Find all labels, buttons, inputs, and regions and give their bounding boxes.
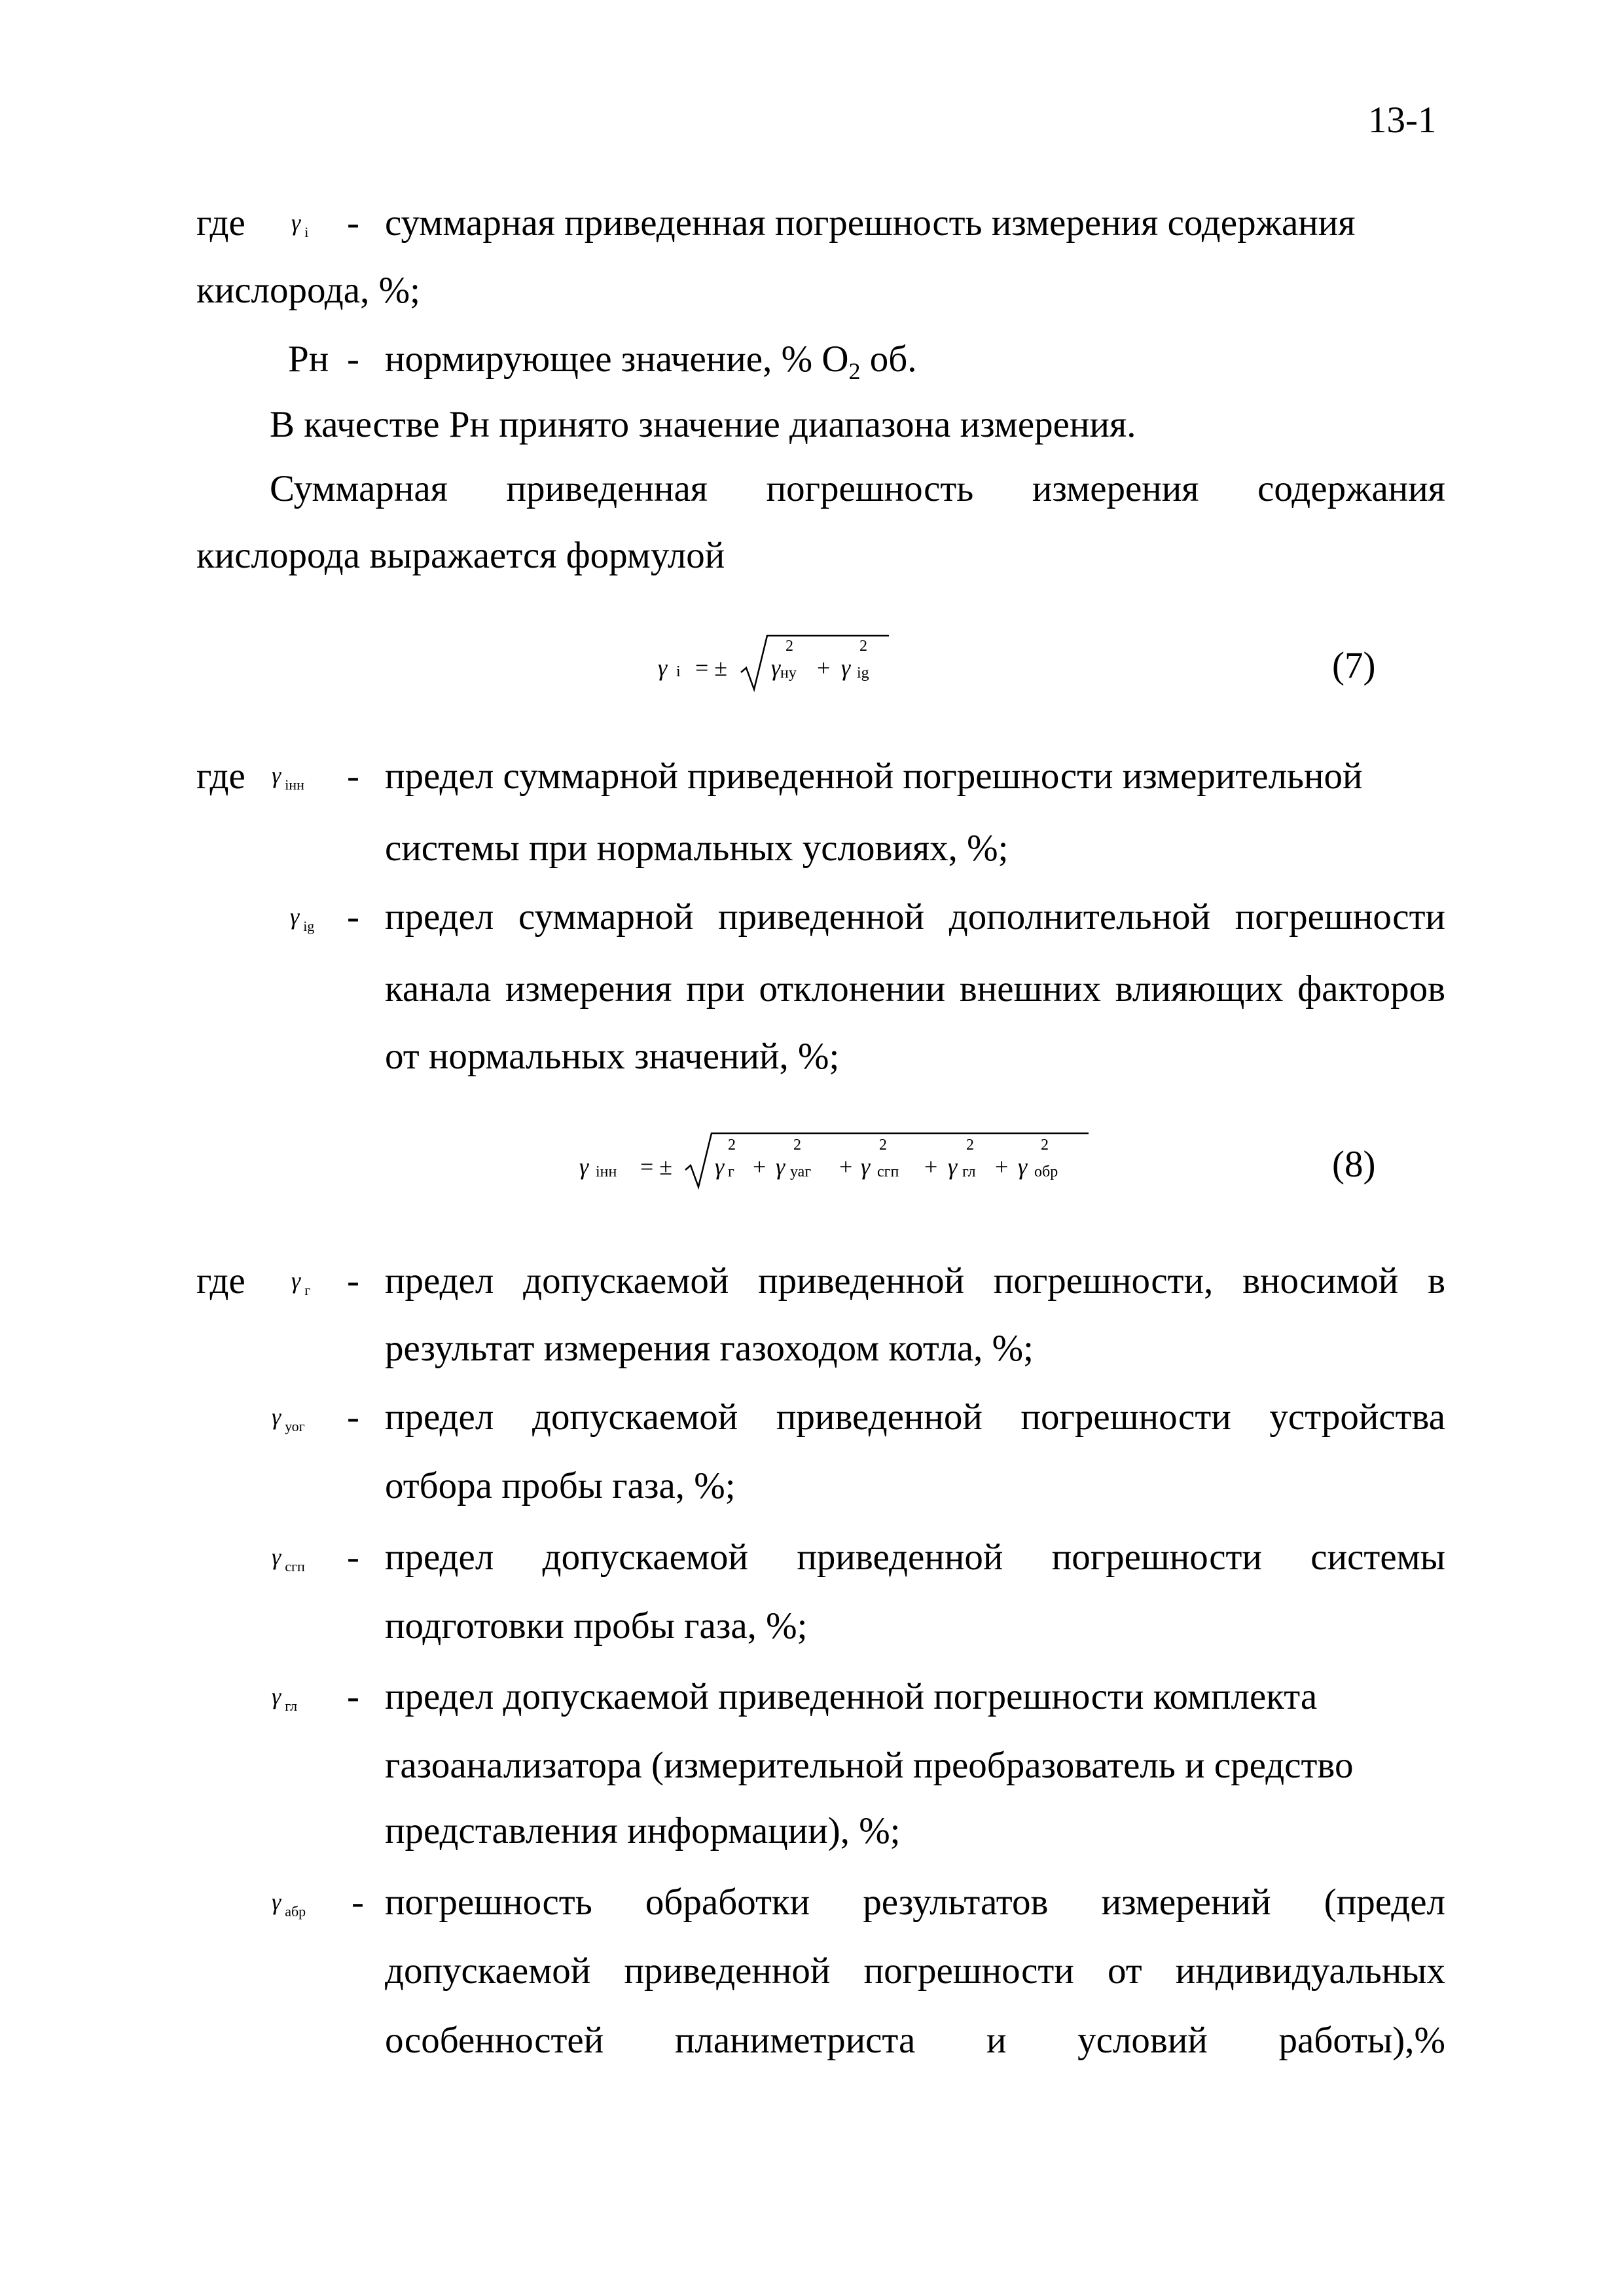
- formula-number-8: (8): [1332, 1144, 1376, 1185]
- gamma-symbol: γ: [272, 1404, 281, 1430]
- definition-text-cont: отбора пробы газа, %;: [385, 1465, 736, 1506]
- definition-text-cont: системы при нормальных условиях, %;: [385, 828, 1009, 869]
- definition-text-cont: кислорода, %;: [196, 270, 420, 311]
- gamma-subscript: ig: [303, 918, 315, 934]
- definition-dash: -: [352, 1882, 364, 1923]
- formula-superscript: 2: [728, 1137, 736, 1154]
- definition-dash: -: [347, 1396, 359, 1438]
- formula-superscript: 2: [793, 1137, 801, 1154]
- formula-superscript: 2: [859, 638, 867, 655]
- definition-text-cont: от нормальных значений, %;: [385, 1036, 840, 1077]
- formula-subscript: i: [676, 663, 681, 680]
- formula-equals: = ±: [640, 1154, 673, 1180]
- gamma-symbol: γ: [715, 1154, 725, 1180]
- gamma-g-symbol: [291, 1267, 311, 1298]
- formula-plus: +: [839, 1154, 853, 1180]
- definition-text: предел суммарной приведенной дополнительной погрешности: [385, 896, 1445, 938]
- paragraph-formula-intro-cont: кислорода выражается формулой: [196, 535, 725, 576]
- definition-text-cont: результат измерения газоходом котла, %;: [385, 1328, 1034, 1369]
- gamma-symbol: γ: [272, 1889, 281, 1915]
- gamma-symbol: γ: [272, 762, 281, 788]
- where-label: где: [196, 756, 245, 797]
- gamma-symbol: γ: [861, 1154, 871, 1180]
- formula-subscript: г: [728, 1163, 734, 1180]
- gamma-subscript: гл: [285, 1698, 298, 1714]
- gamma-symbol: γ: [291, 210, 301, 236]
- gamma-symbol: γ: [771, 655, 781, 681]
- formula-subscript: iнн: [596, 1163, 617, 1180]
- definition-text: предел допускаемой приведенной погрешности системы: [385, 1537, 1445, 1578]
- gamma-symbol: γ: [272, 1544, 281, 1570]
- gamma-subscript: абр: [285, 1903, 306, 1920]
- gamma-subscript: iнн: [285, 776, 304, 793]
- formula-plus: +: [924, 1154, 938, 1180]
- gamma-symbol: γ: [658, 655, 668, 681]
- sqrt-sign-icon: [684, 1129, 1090, 1192]
- gamma-subscript: г: [304, 1282, 311, 1298]
- formula-subscript: ну: [780, 665, 797, 682]
- formula-superscript: 2: [879, 1137, 887, 1154]
- formula-superscript: 2: [1041, 1137, 1049, 1154]
- definition-dash: -: [347, 896, 359, 938]
- formula-superscript: 2: [785, 638, 793, 655]
- page-number: 13-1: [1368, 100, 1437, 141]
- formula-subscript: ig: [857, 665, 869, 682]
- definition-text: предел суммарной приведенной погрешности измерительной: [385, 756, 1363, 797]
- definition-text: суммарная приведенная погрешность измерения содержания: [385, 202, 1356, 244]
- gamma-symbol: γ: [1018, 1154, 1028, 1180]
- paragraph-formula-intro: Суммарная приведенная погрешность измерения содержания: [270, 468, 1445, 509]
- definition-text: предел допускаемой приведенной погрешности устройства: [385, 1396, 1445, 1438]
- gamma-symbol: γ: [841, 655, 851, 681]
- formula-plus: +: [995, 1154, 1009, 1180]
- formula-plus: +: [753, 1154, 767, 1180]
- gamma-subscript: уог: [285, 1418, 305, 1434]
- where-label: где: [196, 202, 245, 244]
- where-label: где: [196, 1260, 245, 1302]
- definition-text-cont: подготовки пробы газа, %;: [385, 1605, 808, 1647]
- formula-subscript: гл: [962, 1163, 976, 1180]
- definition-dash: -: [347, 1537, 359, 1578]
- definition-text-cont: представления информации), %;: [385, 1810, 901, 1851]
- formula-subscript: обр: [1034, 1163, 1058, 1180]
- definition-text-cont: особенностей планиметриста и условий работы),%: [385, 2020, 1445, 2061]
- formula-subscript: сгп: [877, 1163, 899, 1180]
- gamma-subscript: сгп: [285, 1558, 305, 1575]
- definition-text: предел допускаемой приведенной погрешности, вносимой в: [385, 1260, 1445, 1302]
- pn-symbol: Pн: [288, 338, 329, 380]
- definition-dash: -: [347, 756, 359, 797]
- gamma-symbol: γ: [290, 903, 300, 930]
- gamma-symbol: γ: [948, 1154, 958, 1180]
- gamma-abr-symbol: [272, 1889, 306, 1920]
- formula-superscript: 2: [966, 1137, 974, 1154]
- definition-dash: -: [347, 338, 359, 380]
- definition-text-cont: допускаемой приведенной погрешности от индивидуальных: [385, 1950, 1445, 1992]
- definition-dash: -: [347, 1260, 359, 1302]
- pn-definition-text: нормирующее значение, % O: [385, 338, 849, 380]
- o2-subscript: 2: [848, 358, 861, 384]
- formula-equals: = ±: [695, 655, 728, 681]
- definition-text-cont: канала измерения при отклонении внешних влияющих факторов: [385, 968, 1445, 1010]
- pn-definition-end: об.: [860, 338, 917, 380]
- definition-dash: -: [347, 202, 359, 244]
- definition-text: погрешность обработки результатов измерений (предел: [385, 1882, 1445, 1923]
- gamma-sgp-symbol: [272, 1544, 305, 1575]
- formula-number-7: (7): [1332, 645, 1376, 686]
- gamma-symbol: γ: [272, 1683, 281, 1709]
- gamma-uog-symbol: [272, 1404, 305, 1434]
- paragraph-pn: В качестве Pн принято значение диапазона измерения.: [270, 404, 1136, 445]
- gamma-symbol: γ: [291, 1267, 301, 1294]
- gamma-symbol: γ: [776, 1154, 785, 1180]
- formula-subscript: уаг: [790, 1163, 812, 1180]
- gamma-subscript: i: [304, 224, 309, 240]
- formula-plus: +: [817, 655, 831, 681]
- definition-text: предел допускаемой приведенной погрешности комплекта: [385, 1676, 1318, 1717]
- definition-text-cont: газоанализатора (измерительной преобразователь и средство: [385, 1745, 1354, 1786]
- gamma-gl-symbol: [272, 1683, 298, 1714]
- definition-dash: -: [347, 1676, 359, 1717]
- gamma-symbol: γ: [579, 1154, 589, 1180]
